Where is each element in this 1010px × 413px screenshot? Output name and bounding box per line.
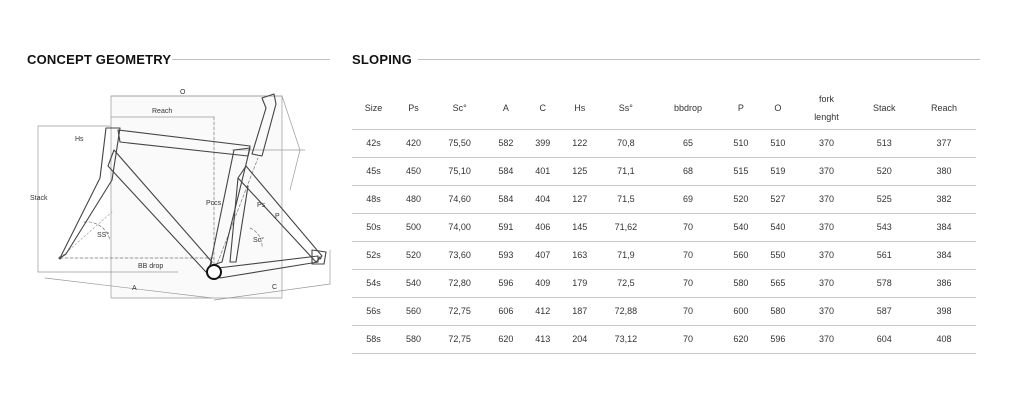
sloping-title-divider: [418, 59, 980, 60]
cell-fork-length: 370: [818, 138, 834, 148]
cell-bbdrop: 69: [682, 194, 693, 204]
cell-bbdrop: 65: [682, 138, 693, 148]
cell-size: 54s: [366, 278, 381, 288]
cell-p: 510: [733, 138, 749, 148]
cell-stack: 520: [876, 166, 892, 176]
cell-p: 600: [733, 306, 749, 316]
cell-size: 50s: [366, 222, 381, 232]
table-row: [352, 325, 976, 353]
diagram-label-c: C: [272, 284, 278, 291]
cell-o: 550: [770, 250, 786, 260]
cell-sc: 72,75: [448, 306, 471, 316]
table-row: [352, 241, 976, 269]
cell-fork-length: 370: [818, 166, 834, 176]
cell-sc: 74,60: [448, 194, 471, 204]
cell-a: 591: [498, 222, 514, 232]
cell-reach: 377: [936, 138, 952, 148]
cell-ss: 73,12: [614, 334, 638, 344]
cell-size: 56s: [366, 306, 381, 316]
cell-hs: 204: [572, 334, 588, 344]
cell-fork-length: 370: [818, 278, 834, 288]
cell-c: 404: [535, 194, 551, 204]
concept-geometry-title: CONCEPT GEOMETRY: [27, 52, 172, 67]
cell-ps: 580: [406, 334, 422, 344]
table-row: [352, 269, 976, 297]
col-header-hs: Hs: [574, 103, 586, 114]
cell-fork-length: 370: [818, 194, 834, 204]
cell-a: 596: [498, 278, 514, 288]
cell-a: 584: [498, 194, 514, 204]
cell-sc: 73,60: [448, 250, 471, 260]
cell-c: 399: [535, 138, 551, 148]
diagram-label-stack: Stack: [30, 195, 48, 202]
col-header-reach: Reach: [930, 103, 957, 114]
cell-c: 401: [535, 166, 551, 176]
diagram-label-sc: Sc°: [253, 237, 264, 244]
cell-reach: 386: [936, 278, 952, 288]
diagram-label-ps: Ps: [257, 202, 266, 209]
diagram-label-o: O: [180, 89, 186, 96]
cell-c: 413: [535, 334, 551, 344]
cell-size: 52s: [366, 250, 381, 260]
cell-fork-length: 370: [818, 306, 834, 316]
cell-stack: 525: [876, 194, 892, 204]
cell-o: 527: [770, 194, 786, 204]
cell-sc: 75,10: [448, 166, 471, 176]
cell-o: 596: [770, 334, 786, 344]
diagram-label-reach: Reach: [152, 108, 173, 115]
cell-ps: 520: [406, 250, 422, 260]
col-header-p: P: [737, 103, 744, 114]
cell-a: 593: [498, 250, 514, 260]
cell-a: 582: [498, 138, 514, 148]
cell-size: 45s: [366, 166, 381, 176]
cell-c: 406: [535, 222, 551, 232]
cell-reach: 384: [936, 250, 952, 260]
cell-o: 510: [770, 138, 786, 148]
cell-reach: 382: [936, 194, 952, 204]
col-header-bbdrop: bbdrop: [673, 103, 702, 114]
cell-size: 48s: [366, 194, 381, 204]
cell-reach: 408: [936, 334, 952, 344]
cell-stack: 587: [876, 306, 892, 316]
cell-ss: 71,62: [614, 222, 638, 232]
cell-ps: 540: [406, 278, 422, 288]
cell-ss: 72,5: [617, 278, 635, 288]
cell-c: 412: [535, 306, 551, 316]
cell-o: 580: [770, 306, 786, 316]
table-row: [352, 157, 976, 185]
col-header-stack: Stack: [873, 103, 896, 114]
diagram-label-bbdrop: BB drop: [138, 263, 164, 270]
col-header-c: C: [539, 103, 547, 114]
cell-fork-length: 370: [818, 222, 834, 232]
table-row: [352, 213, 976, 241]
cell-hs: 127: [572, 194, 588, 204]
cell-size: 58s: [366, 334, 381, 344]
cell-ss: 71,1: [617, 166, 635, 176]
cell-bbdrop: 70: [682, 278, 693, 288]
cell-stack: 578: [876, 278, 892, 288]
cell-o: 540: [770, 222, 786, 232]
cell-ps: 560: [406, 306, 422, 316]
table-header-row: [352, 88, 976, 129]
cell-o: 565: [770, 278, 786, 288]
cell-stack: 561: [876, 250, 892, 260]
col-header-ps: Ps: [408, 103, 419, 114]
cell-ss: 70,8: [617, 138, 635, 148]
cell-fork-length: 370: [818, 334, 834, 344]
cell-ps: 420: [406, 138, 422, 148]
cell-ss: 72,88: [614, 306, 638, 316]
cell-a: 606: [498, 306, 514, 316]
cell-bbdrop: 70: [682, 334, 693, 344]
cell-p: 620: [733, 334, 749, 344]
cell-hs: 187: [572, 306, 588, 316]
cell-bbdrop: 68: [682, 166, 693, 176]
table-body: [352, 129, 976, 353]
col-header-o: O: [774, 103, 782, 114]
cell-p: 580: [733, 278, 749, 288]
cell-c: 407: [535, 250, 551, 260]
cell-hs: 145: [572, 222, 588, 232]
diagram-label-a: A: [132, 285, 137, 292]
sloping-geometry-table: [352, 88, 976, 354]
cell-size: 42s: [366, 138, 381, 148]
cell-c: 409: [535, 278, 551, 288]
table-row: [352, 297, 976, 325]
cell-p: 560: [733, 250, 749, 260]
cell-bbdrop: 70: [682, 222, 693, 232]
sloping-title: SLOPING: [352, 52, 412, 67]
table-row: [352, 129, 976, 157]
cell-stack: 543: [876, 222, 892, 232]
cell-a: 620: [498, 334, 514, 344]
bottom-bracket-icon: [207, 265, 221, 279]
bike-geometry-diagram: [0, 0, 340, 310]
table-row: [352, 185, 976, 213]
cell-fork-length: 370: [818, 250, 834, 260]
cell-reach: 380: [936, 166, 952, 176]
cell-p: 515: [733, 166, 749, 176]
cell-reach: 398: [936, 306, 952, 316]
cell-bbdrop: 70: [682, 306, 693, 316]
cell-ss: 71,5: [617, 194, 635, 204]
cell-ps: 500: [406, 222, 422, 232]
cell-sc: 74,00: [448, 222, 471, 232]
cell-stack: 513: [876, 138, 892, 148]
cell-hs: 122: [572, 138, 588, 148]
diagram-label-ss: SS°: [97, 232, 110, 239]
cell-o: 519: [770, 166, 786, 176]
cell-ps: 480: [406, 194, 422, 204]
cell-hs: 125: [572, 166, 588, 176]
diagram-label-pccs: Pccs: [206, 200, 222, 207]
cell-reach: 384: [936, 222, 952, 232]
diagram-label-p: P: [275, 213, 280, 220]
col-header-ss: Ss°: [618, 103, 633, 114]
cell-hs: 179: [572, 278, 588, 288]
cell-p: 520: [733, 194, 749, 204]
diagram-label-hs: Hs: [75, 136, 84, 143]
cell-stack: 604: [876, 334, 892, 344]
col-header-sc: Sc°: [452, 103, 467, 114]
col-header-a: A: [502, 103, 509, 114]
cell-ss: 71,9: [617, 250, 635, 260]
cell-bbdrop: 70: [682, 250, 693, 260]
cell-ps: 450: [406, 166, 422, 176]
col-header-fork-length: [796, 88, 856, 129]
cell-sc: 72,80: [448, 278, 471, 288]
cell-p: 540: [733, 222, 749, 232]
cell-sc: 75,50: [448, 138, 471, 148]
dimension-lines: [38, 96, 330, 300]
col-header-size: Size: [364, 103, 383, 114]
col-header-fork-line2: lenght: [814, 112, 839, 123]
cell-sc: 72,75: [448, 334, 471, 344]
col-header-fork-line1: fork: [818, 94, 834, 105]
cell-hs: 163: [572, 250, 588, 260]
cell-a: 584: [498, 166, 514, 176]
